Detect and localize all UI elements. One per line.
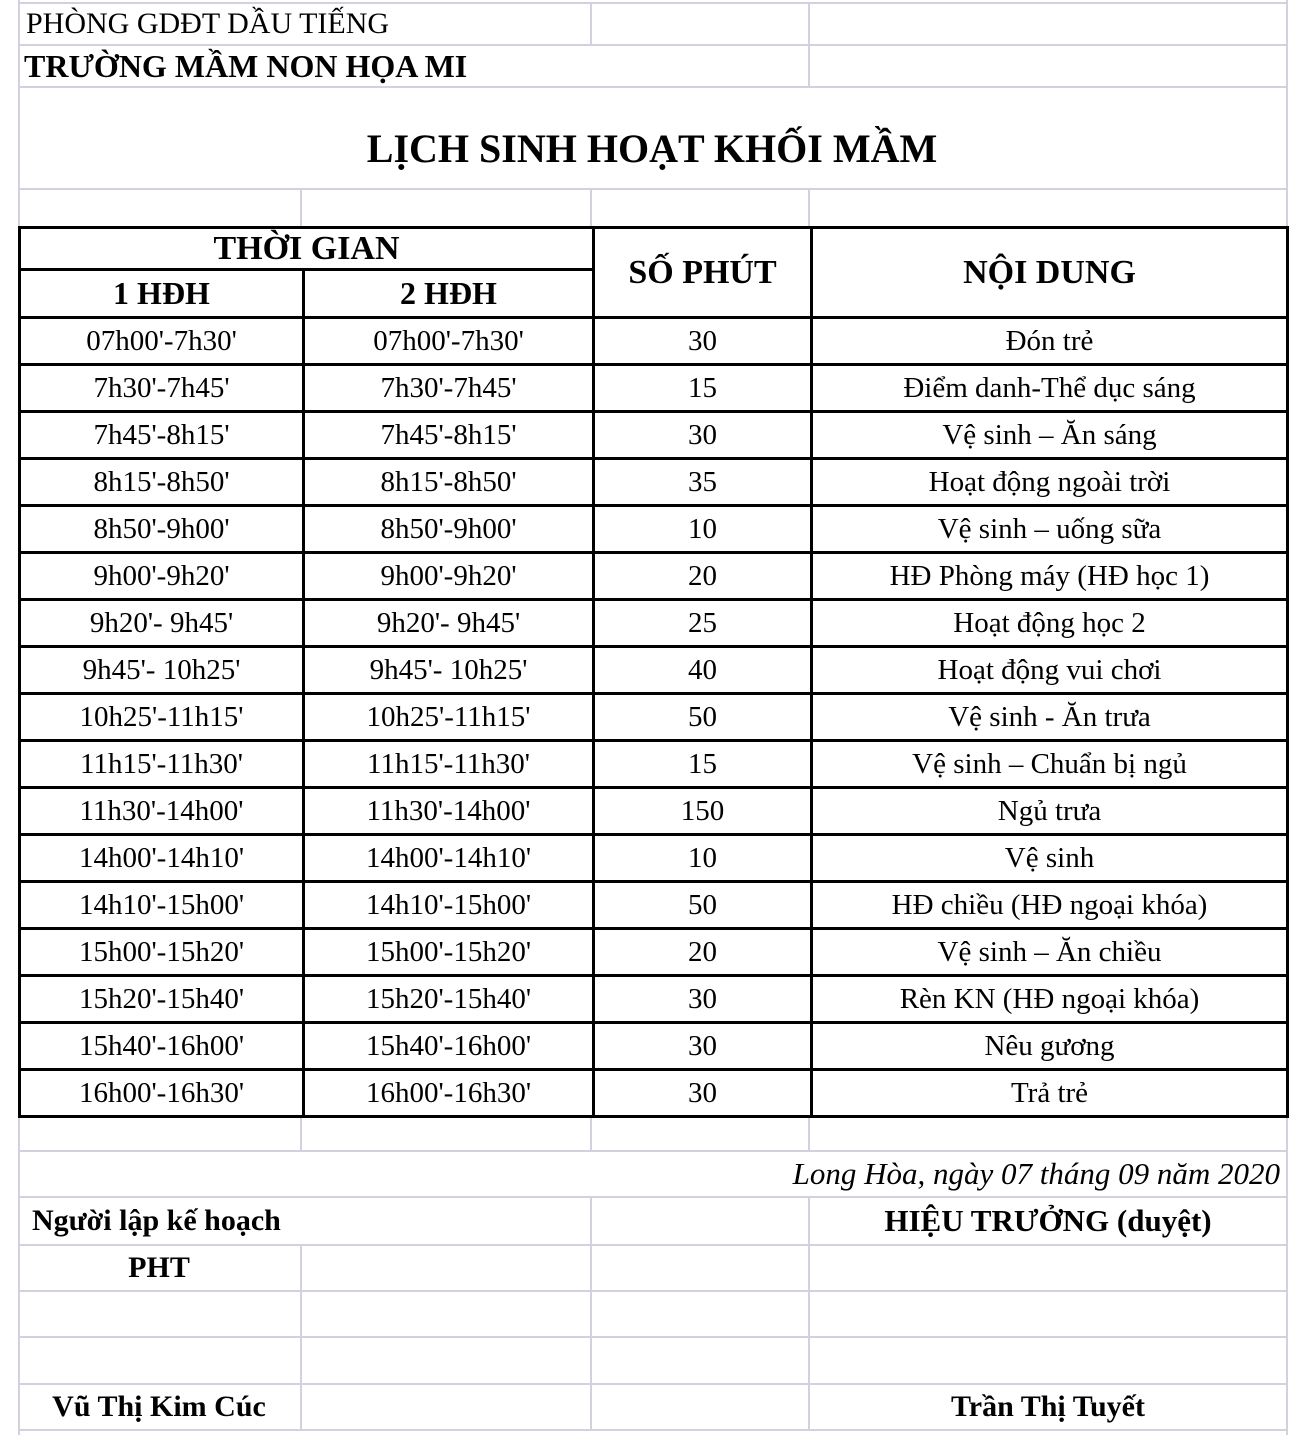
empty-grid-row bbox=[18, 1118, 1286, 1152]
table-row bbox=[20, 459, 1288, 506]
cell-minutes: 30 bbox=[594, 412, 812, 459]
table-row bbox=[20, 600, 1288, 647]
cell-content: Nêu gương bbox=[812, 1023, 1288, 1070]
table-row bbox=[20, 835, 1288, 882]
header-time-group: THỜI GIAN bbox=[20, 228, 594, 270]
header-content: NỘI DUNG bbox=[812, 228, 1288, 318]
signature-title-row bbox=[18, 1198, 1286, 1246]
org-name-line2: TRƯỜNG MẦM NON HỌA MI bbox=[18, 46, 810, 86]
empty-cell bbox=[592, 4, 810, 44]
cell-time-1hdh: 15h40'-16h00' bbox=[20, 1023, 304, 1070]
cell-time-2hdh: 8h15'-8h50' bbox=[304, 459, 594, 506]
empty-cell bbox=[302, 1246, 592, 1290]
empty-cell bbox=[810, 1338, 1286, 1383]
cell-content: Điểm danh-Thể dục sáng bbox=[812, 365, 1288, 412]
cell-content: HĐ Phòng máy (HĐ học 1) bbox=[812, 553, 1288, 600]
header-time-sub1: 1 HĐH bbox=[20, 270, 304, 318]
empty-cell bbox=[592, 1246, 810, 1290]
cell-minutes: 30 bbox=[594, 1023, 812, 1070]
date-line: Long Hòa, ngày 07 tháng 09 năm 2020 bbox=[792, 1156, 1280, 1191]
cell-content: Ngủ trưa bbox=[812, 788, 1288, 835]
cell-time-1hdh: 9h20'- 9h45' bbox=[20, 600, 304, 647]
table-row bbox=[20, 506, 1288, 553]
cell-time-2hdh: 9h00'-9h20' bbox=[304, 553, 594, 600]
empty-cell bbox=[810, 190, 1286, 226]
cell-time-1hdh: 15h20'-15h40' bbox=[20, 976, 304, 1023]
cell-minutes: 20 bbox=[594, 553, 812, 600]
cell-content: HĐ chiều (HĐ ngoại khóa) bbox=[812, 882, 1288, 929]
cell-content: Vệ sinh – uống sữa bbox=[812, 506, 1288, 553]
cell-time-2hdh: 7h45'-8h15' bbox=[304, 412, 594, 459]
table-row bbox=[20, 741, 1288, 788]
empty-cell bbox=[592, 1292, 810, 1336]
cell-time-2hdh: 15h20'-15h40' bbox=[304, 976, 594, 1023]
table-header-row-1 bbox=[20, 228, 1288, 270]
empty-cell bbox=[302, 1292, 592, 1336]
cell-time-1hdh: 8h15'-8h50' bbox=[20, 459, 304, 506]
principal-name: Trần Thị Tuyết bbox=[951, 1390, 1145, 1423]
cell-minutes: 15 bbox=[594, 365, 812, 412]
table-row bbox=[20, 882, 1288, 929]
empty-cell bbox=[302, 190, 592, 226]
cell-content: Vệ sinh - Ăn trưa bbox=[812, 694, 1288, 741]
planner-role-row bbox=[18, 1246, 1286, 1292]
table-row bbox=[20, 694, 1288, 741]
cell-minutes: 10 bbox=[594, 506, 812, 553]
cell-minutes: 50 bbox=[594, 694, 812, 741]
cell-time-1hdh: 9h00'-9h20' bbox=[20, 553, 304, 600]
cell-time-1hdh: 11h15'-11h30' bbox=[20, 741, 304, 788]
cell-content: Rèn KN (HĐ ngoại khóa) bbox=[812, 976, 1288, 1023]
cell-minutes: 30 bbox=[594, 976, 812, 1023]
table-row bbox=[20, 318, 1288, 365]
org-row-1 bbox=[18, 4, 1286, 46]
org-name-line1: PHÒNG GDĐT DẦU TIẾNG bbox=[18, 4, 592, 44]
empty-cell bbox=[810, 4, 1286, 44]
cell-time-1hdh: 15h00'-15h20' bbox=[20, 929, 304, 976]
cell-time-1hdh: 9h45'- 10h25' bbox=[20, 647, 304, 694]
table-row bbox=[20, 929, 1288, 976]
cell-time-1hdh: 7h30'-7h45' bbox=[20, 365, 304, 412]
cell-time-1hdh: 14h00'-14h10' bbox=[20, 835, 304, 882]
table-row bbox=[20, 1070, 1288, 1117]
table-row bbox=[20, 553, 1288, 600]
cell-content: Vệ sinh bbox=[812, 835, 1288, 882]
cell-time-2hdh: 15h40'-16h00' bbox=[304, 1023, 594, 1070]
cell-content: Trả trẻ bbox=[812, 1070, 1288, 1117]
cell-time-2hdh: 07h00'-7h30' bbox=[304, 318, 594, 365]
cell-time-2hdh: 11h30'-14h00' bbox=[304, 788, 594, 835]
table-row bbox=[20, 788, 1288, 835]
empty-cell bbox=[592, 190, 810, 226]
cell-time-2hdh: 14h00'-14h10' bbox=[304, 835, 594, 882]
cell-content: Vệ sinh – Ăn chiều bbox=[812, 929, 1288, 976]
empty-cell bbox=[18, 1118, 302, 1150]
empty-cell bbox=[592, 1338, 810, 1383]
cell-time-1hdh: 8h50'-9h00' bbox=[20, 506, 304, 553]
schedule-table bbox=[18, 226, 1289, 1118]
empty-cell bbox=[302, 1338, 592, 1383]
cell-time-1hdh: 10h25'-11h15' bbox=[20, 694, 304, 741]
cell-time-2hdh: 11h15'-11h30' bbox=[304, 741, 594, 788]
cell-content: Hoạt động ngoài trời bbox=[812, 459, 1288, 506]
table-row bbox=[20, 365, 1288, 412]
title-row bbox=[18, 88, 1286, 190]
page-title: LỊCH SINH HOẠT KHỐI MẦM bbox=[366, 126, 938, 171]
cell-time-2hdh: 9h20'- 9h45' bbox=[304, 600, 594, 647]
table-row bbox=[20, 647, 1288, 694]
cell-time-2hdh: 10h25'-11h15' bbox=[304, 694, 594, 741]
cell-time-2hdh: 16h00'-16h30' bbox=[304, 1070, 594, 1117]
cell-content: Hoạt động vui chơi bbox=[812, 647, 1288, 694]
header-time-sub2: 2 HĐH bbox=[304, 270, 594, 318]
cell-time-1hdh: 14h10'-15h00' bbox=[20, 882, 304, 929]
planner-role: PHT bbox=[18, 1246, 302, 1290]
table-row bbox=[20, 976, 1288, 1023]
bottom-sliver-row bbox=[18, 1431, 1286, 1435]
empty-cell bbox=[592, 1198, 810, 1244]
table-row bbox=[20, 412, 1288, 459]
cell-time-1hdh: 16h00'-16h30' bbox=[20, 1070, 304, 1117]
cell-content: Đón trẻ bbox=[812, 318, 1288, 365]
empty-cell bbox=[302, 1385, 592, 1429]
sheet-area bbox=[18, 0, 1286, 1435]
cell-minutes: 50 bbox=[594, 882, 812, 929]
org-row-2 bbox=[18, 46, 1286, 88]
cell-time-1hdh: 7h45'-8h15' bbox=[20, 412, 304, 459]
cell-time-2hdh: 15h00'-15h20' bbox=[304, 929, 594, 976]
empty-cell bbox=[810, 1118, 1286, 1150]
principal-label: HIỆU TRƯỞNG (duyệt) bbox=[884, 1203, 1212, 1238]
empty-grid-row bbox=[18, 1338, 1286, 1385]
cell-minutes: 150 bbox=[594, 788, 812, 835]
empty-cell bbox=[810, 1292, 1286, 1336]
cell-time-2hdh: 9h45'- 10h25' bbox=[304, 647, 594, 694]
header-minutes: SỐ PHÚT bbox=[594, 228, 812, 318]
empty-cell bbox=[592, 1385, 810, 1429]
cell-content: Vệ sinh – Ăn sáng bbox=[812, 412, 1288, 459]
cell-minutes: 25 bbox=[594, 600, 812, 647]
planner-label: Người lập kế hoạch bbox=[18, 1198, 592, 1244]
empty-grid-row bbox=[18, 190, 1286, 226]
empty-cell bbox=[810, 1246, 1286, 1290]
cell-minutes: 15 bbox=[594, 741, 812, 788]
cell-time-1hdh: 07h00'-7h30' bbox=[20, 318, 304, 365]
cell-minutes: 20 bbox=[594, 929, 812, 976]
empty-grid-row bbox=[18, 1292, 1286, 1338]
cell-minutes: 30 bbox=[594, 1070, 812, 1117]
empty-cell bbox=[18, 1292, 302, 1336]
cell-time-2hdh: 7h30'-7h45' bbox=[304, 365, 594, 412]
empty-cell bbox=[592, 1118, 810, 1150]
empty-cell bbox=[810, 46, 1286, 86]
table-row bbox=[20, 1023, 1288, 1070]
cell-minutes: 35 bbox=[594, 459, 812, 506]
date-row bbox=[18, 1152, 1286, 1198]
empty-cell bbox=[18, 1338, 302, 1383]
cell-content: Vệ sinh – Chuẩn bị ngủ bbox=[812, 741, 1288, 788]
signature-name-row bbox=[18, 1385, 1286, 1431]
cell-time-1hdh: 11h30'-14h00' bbox=[20, 788, 304, 835]
planner-name: Vũ Thị Kim Cúc bbox=[18, 1385, 302, 1429]
empty-cell bbox=[302, 1118, 592, 1150]
cell-minutes: 10 bbox=[594, 835, 812, 882]
cell-content: Hoạt động học 2 bbox=[812, 600, 1288, 647]
cell-time-2hdh: 14h10'-15h00' bbox=[304, 882, 594, 929]
cell-minutes: 30 bbox=[594, 318, 812, 365]
cell-minutes: 40 bbox=[594, 647, 812, 694]
empty-cell bbox=[18, 190, 302, 226]
cell-time-2hdh: 8h50'-9h00' bbox=[304, 506, 594, 553]
